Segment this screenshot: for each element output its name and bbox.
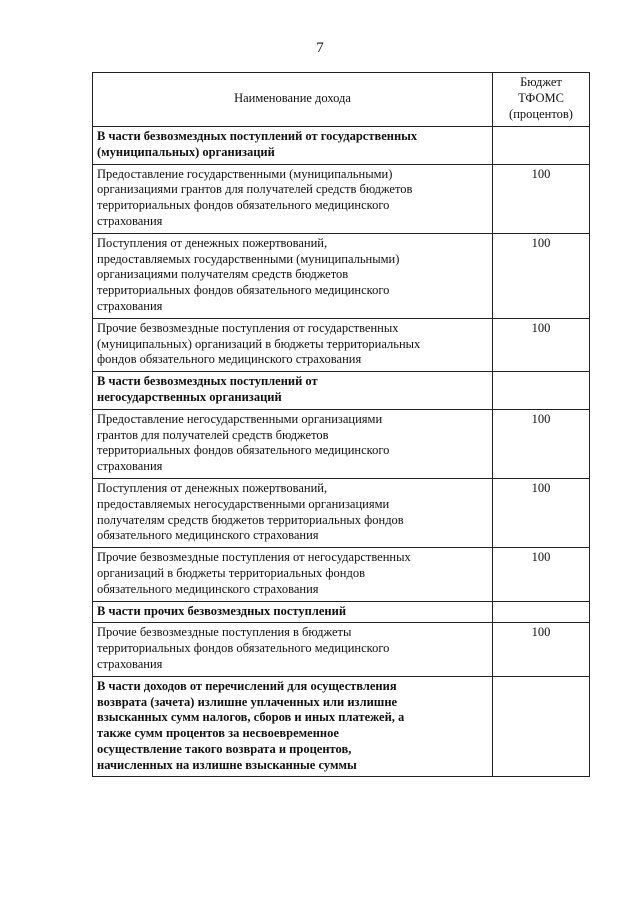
table-row (93, 409, 590, 478)
section-title-cell (93, 127, 493, 165)
budget-percent-cell: 100 (493, 409, 590, 478)
income-name-cell (93, 164, 493, 233)
cell-text-line: также сумм процентов за несвоевременное (97, 726, 339, 741)
income-table-body (93, 73, 590, 777)
cell-text-line: (муниципальных) организаций (97, 144, 275, 159)
cell-text-line: В части доходов от перечислений для осуществления (97, 678, 397, 693)
cell-text-line: негосударственных организаций (97, 389, 282, 404)
cell-text-line: организаций в бюджеты территориальных фондов (97, 565, 365, 580)
table-row (93, 548, 590, 601)
budget-percent-cell (493, 127, 590, 165)
income-table (92, 72, 590, 777)
budget-percent-cell (493, 372, 590, 410)
table-row (93, 318, 590, 371)
cell-text-line: В части безвозмездных поступлений от (97, 374, 318, 389)
table-section-row (93, 601, 590, 623)
cell-text-line: Прочие безвозмездные поступления от негосударственных (97, 550, 411, 565)
cell-text-line: территориальных фондов обязательного медицинского (97, 641, 390, 656)
table-row (93, 623, 590, 676)
table-row (93, 478, 590, 547)
income-name-cell (93, 548, 493, 601)
column-header-budget (493, 73, 590, 127)
cell-text-line: В части прочих безвозмездных поступлений (97, 603, 347, 618)
column-header-budget-line: (процентов) (509, 106, 573, 121)
budget-percent-cell (493, 601, 590, 623)
income-name-cell (93, 478, 493, 547)
section-title-cell (93, 601, 493, 623)
table-section-row (93, 127, 590, 165)
cell-text-line: организациями получателям средств бюджетов (97, 267, 349, 282)
budget-percent-cell: 100 (493, 548, 590, 601)
cell-text-line: предоставляемых негосударственными организациями (97, 496, 390, 511)
section-title-cell (93, 372, 493, 410)
cell-text-line: организациями грантов для получателей средств бюджетов (97, 182, 413, 197)
cell-text-line: получателям средств бюджетов территориальных фондов (97, 512, 404, 527)
budget-percent-cell: 100 (493, 233, 590, 318)
cell-text-line: Предоставление государственными (муниципальными) (97, 166, 393, 181)
cell-text-line: грантов для получателей средств бюджетов (97, 427, 329, 442)
cell-text-line: страхования (97, 656, 163, 671)
cell-text-line: (муниципальных) организаций в бюджеты территориальных (97, 336, 421, 351)
cell-text-line: обязательного медицинского страхования (97, 581, 319, 596)
cell-text-line: территориальных фондов обязательного медицинского (97, 198, 390, 213)
cell-text-line: страхования (97, 213, 163, 228)
budget-percent-cell: 100 (493, 478, 590, 547)
cell-text-line: страхования (97, 298, 163, 313)
cell-text-line: страхования (97, 459, 163, 474)
table-row (93, 164, 590, 233)
cell-text-line: Предоставление негосударственными организациями (97, 411, 383, 426)
cell-text-line: фондов обязательного медицинского страхования (97, 352, 362, 367)
cell-text-line: возврата (зачета) излишне уплаченных или излишне (97, 694, 398, 709)
column-header-income-name: Наименование дохода (93, 73, 493, 127)
cell-text-line: обязательного медицинского страхования (97, 528, 319, 543)
income-name-cell (93, 409, 493, 478)
cell-text-line: осуществление такого возврата и процентов, (97, 741, 352, 756)
cell-text-line: Поступления от денежных пожертвований, (97, 235, 328, 250)
table-header-row (93, 73, 590, 127)
cell-text-line: Прочие безвозмездные поступления от государственных (97, 320, 399, 335)
cell-text-line: территориальных фондов обязательного медицинского (97, 443, 390, 458)
cell-text-line: территориальных фондов обязательного медицинского (97, 283, 390, 298)
budget-percent-cell: 100 (493, 164, 590, 233)
budget-percent-cell: 100 (493, 318, 590, 371)
income-name-cell (93, 623, 493, 676)
income-name-cell (93, 233, 493, 318)
cell-text-line: предоставляемых государственными (муниципальными) (97, 251, 400, 266)
cell-text-line: начисленных на излишне взысканные суммы (97, 757, 357, 772)
page-number: 7 (316, 40, 324, 56)
income-name-cell (93, 318, 493, 371)
section-title-cell (93, 676, 493, 777)
column-header-budget-line: ТФОМС (518, 91, 564, 106)
table-section-row (93, 372, 590, 410)
column-header-budget-line: Бюджет (520, 75, 562, 90)
cell-text-line: В части безвозмездных поступлений от государственных (97, 129, 418, 143)
table-row (93, 233, 590, 318)
cell-text-line: взысканных сумм налогов, сборов и иных платежей, а (97, 710, 405, 725)
cell-text-line: Прочие безвозмездные поступления в бюджеты (97, 625, 352, 640)
budget-percent-cell: 100 (493, 623, 590, 676)
table-section-row (93, 676, 590, 777)
cell-text-line: Поступления от денежных пожертвований, (97, 480, 328, 495)
budget-percent-cell (493, 676, 590, 777)
